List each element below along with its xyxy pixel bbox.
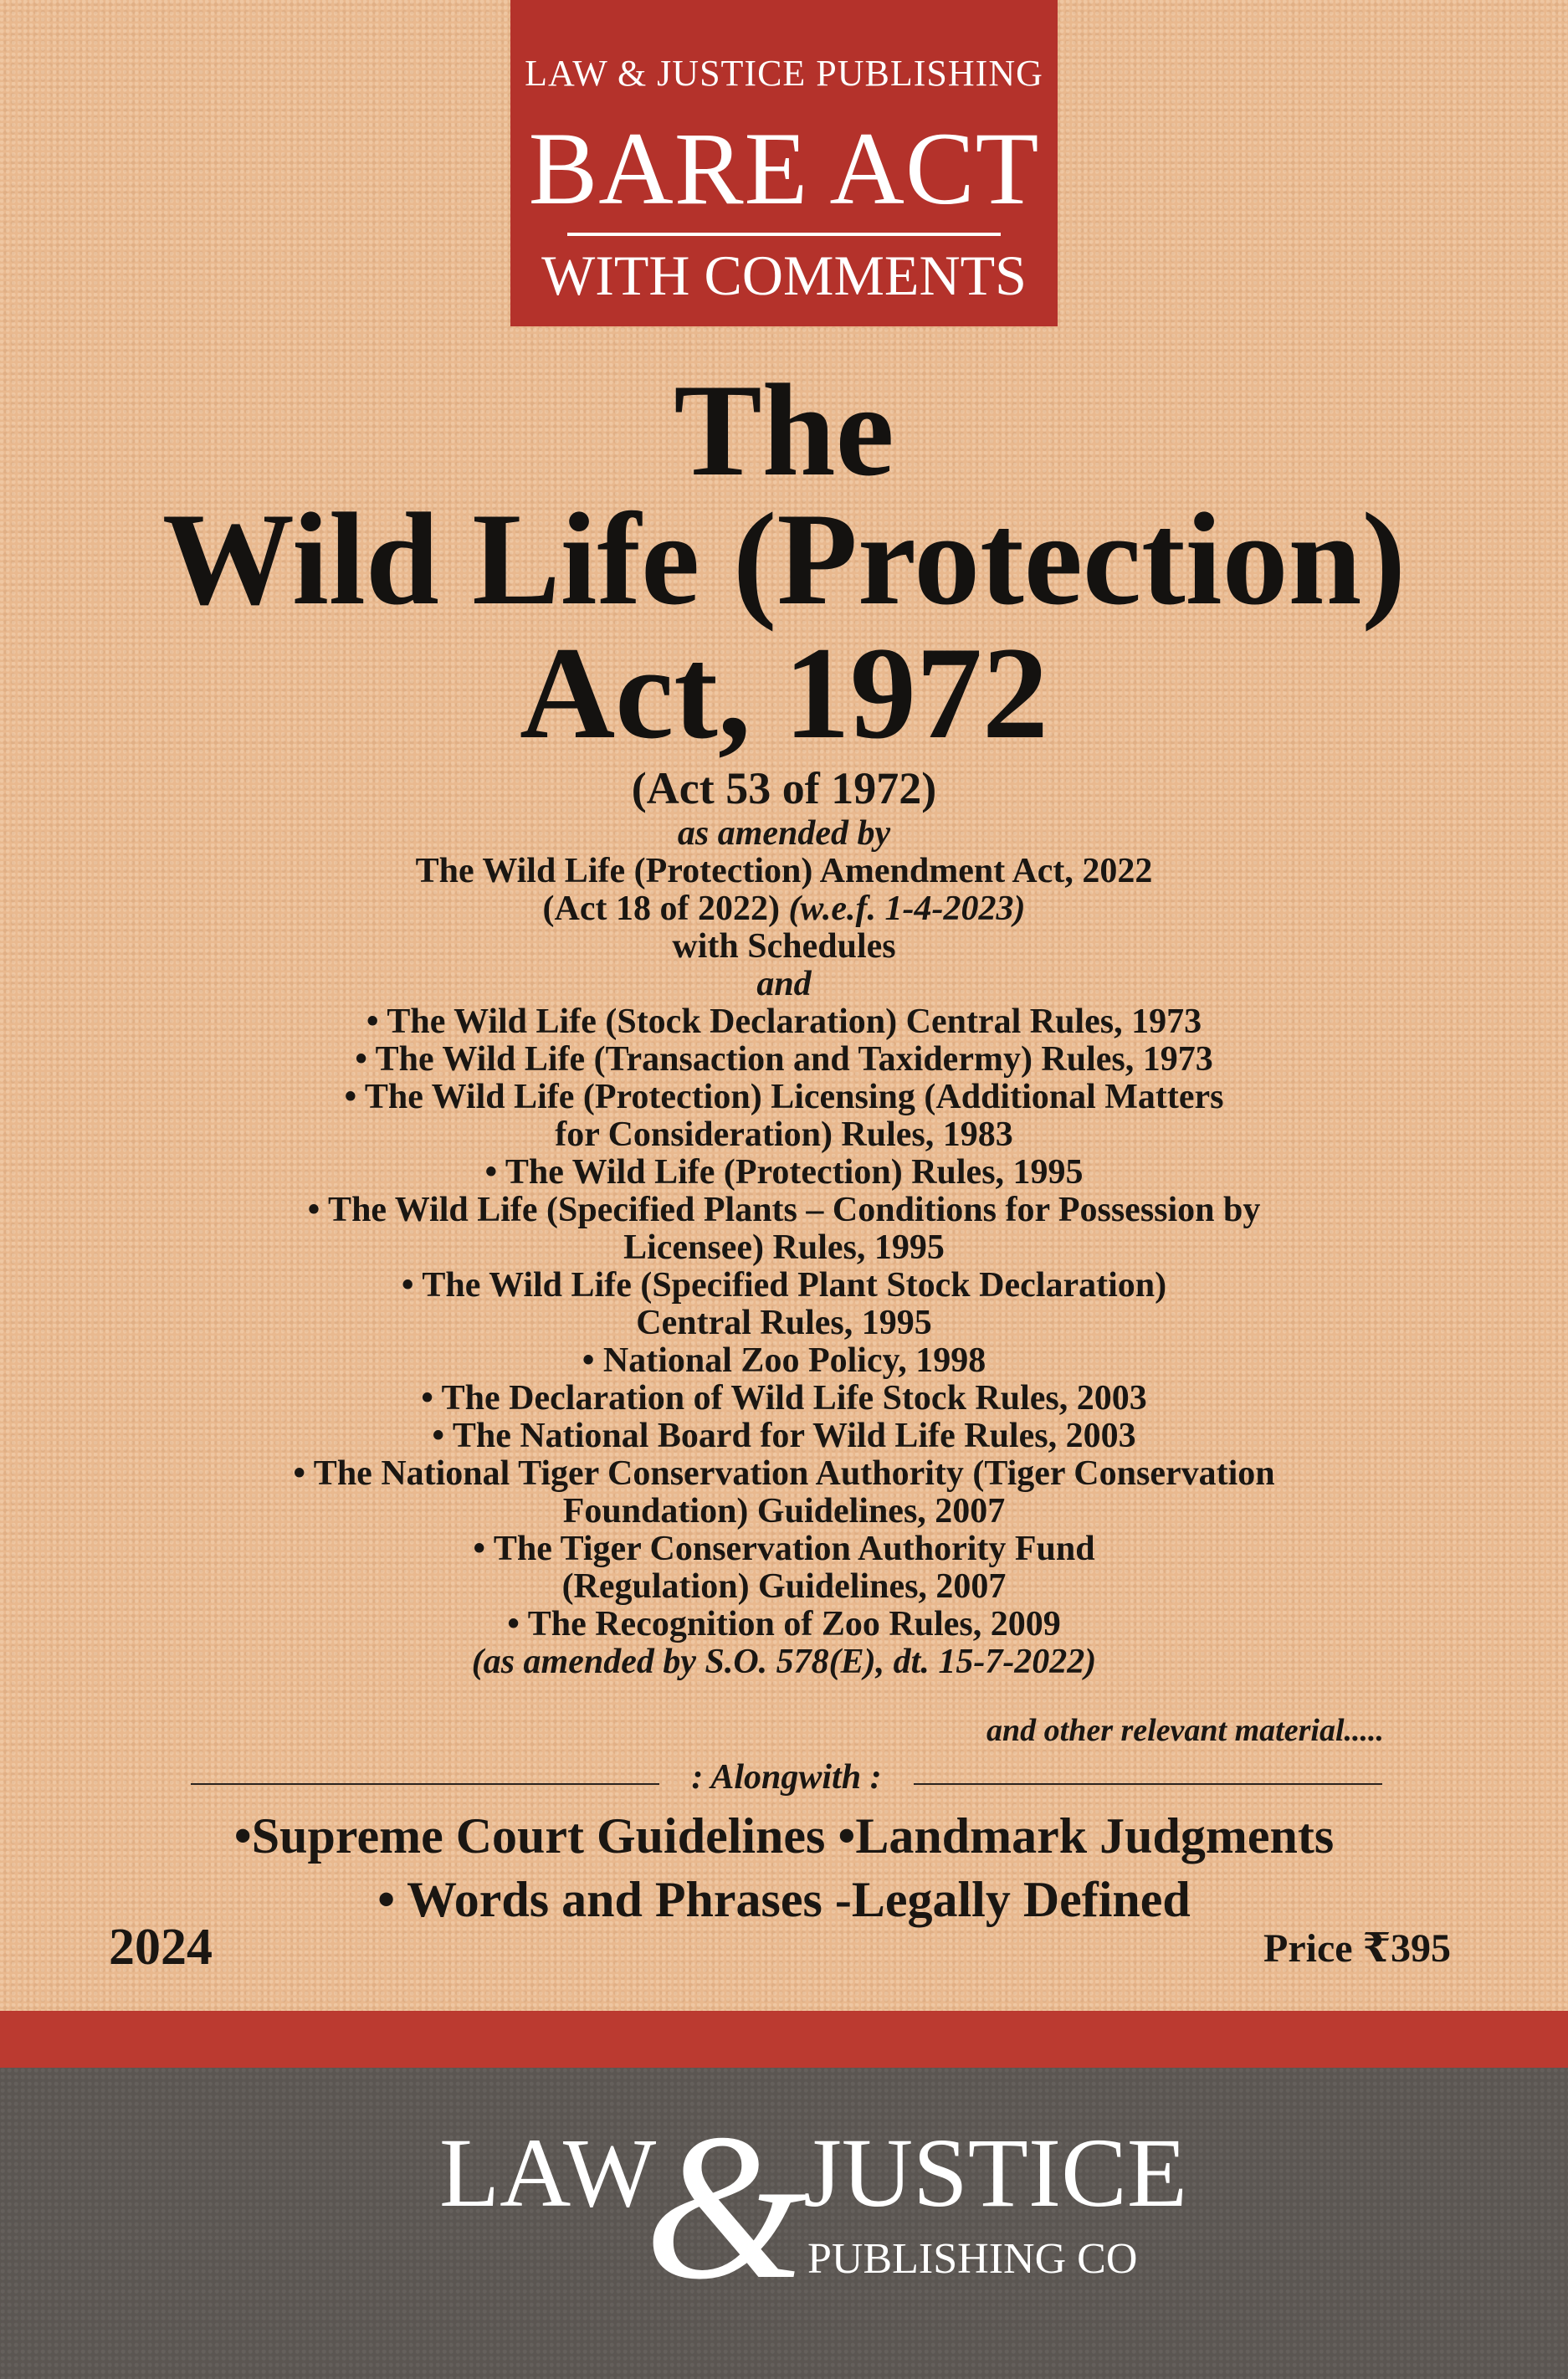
footer-band [0,2068,1568,2379]
contents-item: Licensee) Rules, 1995 [623,1228,945,1267]
title-line-3: Act, 1972 [520,620,1048,767]
contents-item: • The Wild Life (Protection) Rules, 1995 [484,1153,1084,1192]
contents-item: Central Rules, 1995 [636,1304,932,1342]
price-label: Price ₹395 [1263,1926,1451,1971]
contents-item: for Consideration) Rules, 1983 [555,1115,1013,1154]
banner-bare-act: BARE ACT [528,111,1040,226]
contents-item: • The Recognition of Zoo Rules, 2009 [507,1605,1061,1643]
logo-ampersand: & [644,2091,807,2323]
banner-publisher-line: LAW & JUSTICE PUBLISHING [525,53,1043,94]
red-stripe [0,2011,1568,2068]
highlights-line-2: • Words and Phrases -Legally Defined [377,1872,1191,1927]
highlights-line-1: •Supreme Court Guidelines •Landmark Judgments [233,1808,1335,1864]
alongwith-divider [191,1757,1382,1807]
contents-item: • The Wild Life (Stock Declaration) Central Rules, 1973 [366,1002,1202,1041]
amendment-act-number: (Act 18 of 2022) [542,890,780,928]
amendment-act: The Wild Life (Protection) Amendment Act, 2022 [415,852,1153,890]
contents-item: • The Declaration of Wild Life Stock Rules, 2003 [421,1379,1147,1418]
edition-year: 2024 [109,1919,213,1976]
amendment-wef: (w.e.f. 1-4-2023) [788,890,1026,928]
contents-item: • National Zoo Policy, 1998 [582,1341,986,1380]
logo-justice: JUSTICE [803,2118,1187,2228]
amendment-act-line [0,890,1568,928]
with-schedules: with Schedules [672,927,896,966]
and-label: and [756,965,812,1003]
logo-publishing-co: PUBLISHING CO [807,2235,1138,2283]
banner-with-comments: WITH COMMENTS [541,244,1027,307]
other-material-note: and other relevant material..... [986,1713,1384,1748]
bare-act-banner [510,0,1058,326]
title-line-1: The [674,357,894,504]
contents-item: • The Wild Life (Specified Plant Stock Declaration) [401,1266,1167,1305]
divider-line-right [914,1783,1382,1785]
contents-item: • The Wild Life (Specified Plants – Conditions for Possession by [307,1191,1261,1229]
act-number: (Act 53 of 1972) [631,763,937,813]
logo-law: LAW [439,2118,657,2228]
publisher-logo [0,2068,1568,2379]
title-line-2: Wild Life (Protection) [161,486,1407,633]
contents-item: (Regulation) Guidelines, 2007 [561,1567,1007,1606]
contents-item: • The Wild Life (Transaction and Taxidermy) Rules, 1973 [355,1040,1213,1079]
contents-item: • The National Tiger Conservation Authority (Tiger Conservation [293,1454,1275,1493]
contents-item: • The National Board for Wild Life Rules, 2003 [432,1417,1136,1455]
contents-block [0,761,1568,1681]
banner-divider [567,233,1001,236]
alongwith-label: : Alongwith : [691,1758,882,1797]
amended-by-label: as amended by [677,814,891,853]
contents-item: Foundation) Guidelines, 2007 [562,1492,1006,1530]
contents-item: • The Tiger Conservation Authority Fund [473,1530,1095,1568]
zoo-rules-amendment: (as amended by S.O. 578(E), dt. 15-7-2022) [471,1643,1097,1681]
contents-item: • The Wild Life (Protection) Licensing (Additional Matters [344,1078,1224,1116]
